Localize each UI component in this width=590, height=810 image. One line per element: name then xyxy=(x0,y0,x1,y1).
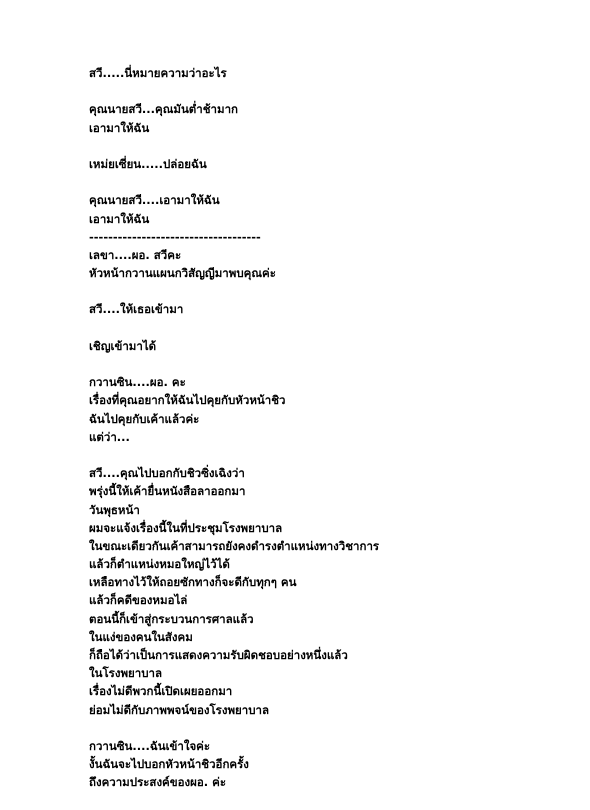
text-line: ถึงความประสงค์ของผอ. ค่ะ xyxy=(89,775,227,790)
text-line: สวี....คุณไปบอกกับชิวซิ่งเฉิงว่า xyxy=(89,466,245,481)
text-line: เลขา....ผอ. สวีคะ xyxy=(89,247,182,262)
blank-line xyxy=(89,173,569,191)
text-line: เอามาให้ฉัน xyxy=(89,120,150,135)
text-line: เหม่ยเซี่ยน.....ปล่อยฉัน xyxy=(89,156,207,171)
blank-line xyxy=(89,719,569,737)
text-line: เรื่องไม่ดีพวกนี้เปิดเผยออกมา xyxy=(89,684,233,699)
text-line: ในโรงพยาบาล xyxy=(89,666,163,681)
blank-line xyxy=(89,282,569,300)
blank-line xyxy=(89,82,569,100)
text-line: คุณนายสวี....เอามาให้ฉัน xyxy=(89,193,220,208)
blank-line xyxy=(89,319,569,337)
blank-line xyxy=(89,446,569,464)
script-text xyxy=(89,64,569,792)
text-line: หัวหน้ากวานแผนกวิสัญญีมาพบคุณค่ะ xyxy=(89,266,276,281)
section-divider: ------------------------------------ xyxy=(89,229,261,244)
text-line: ในขณะเดียวกันเค้าสามารถยังคงดำรงตำแหน่งทางวิชาการ xyxy=(89,538,380,553)
text-line: กวานซิน....ฉันเข้าใจค่ะ xyxy=(89,738,211,753)
blank-line xyxy=(89,355,569,373)
text-line: พรุ่งนี้ให้เค้ายื่นหนังสือลาออกมา xyxy=(89,484,246,499)
text-line: ในแง่ของคนในสังคม xyxy=(89,629,193,644)
text-line: เหลือทางไว้ให้ถอยซักทางก็จะดีกับทุกๆ คน xyxy=(89,575,297,590)
text-line: แต่ว่า... xyxy=(89,429,130,444)
text-line: งั้นฉันจะไปบอกหัวหน้าชิวอีกครั้ง xyxy=(89,757,249,772)
text-line: วันพุธหน้า xyxy=(89,502,140,517)
text-line: ก็ถือได้ว่าเป็นการแสดงความรับผิดชอบอย่างหนึ่งแล้ว xyxy=(89,648,348,662)
text-line: ฉันไปคุยกับเค้าแล้วค่ะ xyxy=(89,411,200,426)
text-line: ตอนนี้ก็เข้าสู่กระบวนการศาลแล้ว xyxy=(89,611,254,626)
blank-line xyxy=(89,137,569,155)
text-line: คุณนายสวี...คุณมันต่ำช้ามาก xyxy=(89,102,238,117)
text-line: สวี.....นี่หมายความว่าอะไร xyxy=(89,66,227,80)
text-line: ย่อมไม่ดีกับภาพพจน์ของโรงพยาบาล xyxy=(89,702,270,717)
text-line: เชิญเข้ามาได้ xyxy=(89,338,157,353)
text-line: กวานซิน....ผอ. คะ xyxy=(89,375,186,390)
text-line: เรื่องที่คุณอยากให้ฉันไปคุยกับหัวหน้าชิว xyxy=(89,393,286,408)
text-line: แล้วก็คดีของหมอไล่ xyxy=(89,593,188,608)
text-line: ผมจะแจ้งเรื่องนี้ในที่ประชุมโรงพยาบาล xyxy=(89,520,283,535)
text-line: แล้วก็ตำแหน่งหมอใหญ่ไว้ได้ xyxy=(89,557,230,572)
text-line: เอามาให้ฉัน xyxy=(89,211,150,226)
text-line: สวี....ให้เธอเข้ามา xyxy=(89,302,184,317)
